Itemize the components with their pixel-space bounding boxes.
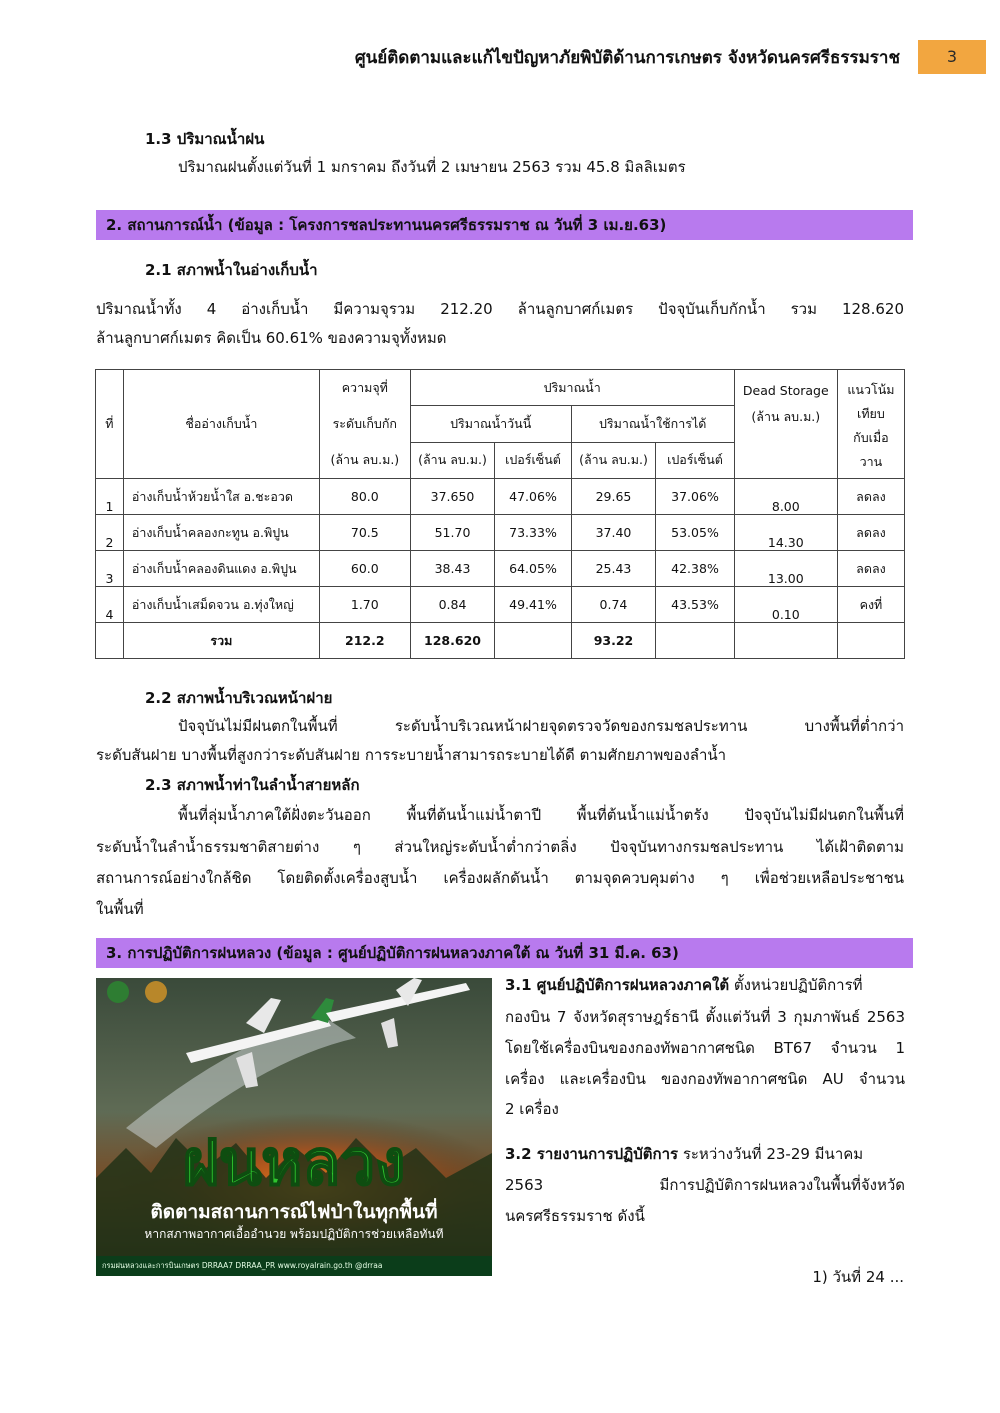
th-trend: แนวโน้ม เทียบ กับเมื่อ วาน: [837, 370, 904, 479]
continued-marker: 1) วันที่ 24 ...: [812, 1268, 904, 1286]
section-2-3-line3: สถานการณ์อย่างใกล้ชิด โดยติดตั้งเครื่องสูบน้ำ เครื่องผลักดันน้ำ ตามจุดควบคุมต่าง ๆ เพื่อช่วยเหลือประชาชน: [96, 869, 904, 887]
th-volume-today: ปริมาณน้ำวันนี้: [410, 406, 571, 442]
table-row: 1 อ่างเก็บน้ำห้วยน้ำใส อ.ชะอวด 80.0 37.650 47.06% 29.65 37.06% 8.00 ลดลง: [96, 479, 905, 515]
section-3-2-line2: 2563 มีการปฏิบัติการฝนหลวงในพื้นที่จังหวัด: [505, 1176, 905, 1194]
table-total-row: รวม 212.2 128.620 93.22: [96, 623, 905, 659]
th-usable-pct: เปอร์เซ็นต์: [656, 442, 734, 478]
th-no: ที่: [96, 370, 124, 479]
poster-footer: กรมฝนหลวงและการบินเกษตร DRRAA7 DRRAA_PR www.royalrain.go.th @drraa: [102, 1261, 383, 1270]
reservoir-table: [95, 369, 905, 659]
document-header-title: ศูนย์ติดตามและแก้ไขปัญหาภัยพิบัติด้านการเกษตร จังหวัดนครศรีธรรมราช: [354, 48, 900, 68]
section-2-1-line2: ล้านลูกบาศก์เมตร คิดเป็น 60.61% ของความจุทั้งหมด: [96, 329, 447, 347]
section-3-1-line1: 3.1 ศูนย์ปฏิบัติการฝนหลวงภาคใต้ ตั้งหน่วยปฏิบัติการที่: [505, 976, 863, 994]
section-1-3-heading: 1.3 ปริมาณน้ำฝน: [145, 130, 265, 148]
section-2-2-line2: ระดับสันฝาย บางพื้นที่สูงกว่าระดับสันฝาย การระบายน้ำสามารถระบายได้ดี ตามศักยภาพของลำน้ำ: [96, 746, 727, 764]
section-3-1-line5: 2 เครื่อง: [505, 1100, 559, 1118]
section-3-1-line4: เครื่อง และเครื่องบิน ของกองทัพอากาศชนิด AU จำนวน: [505, 1070, 905, 1088]
th-name: ชื่ออ่างเก็บน้ำ: [123, 370, 319, 479]
section-2-1-line1: ปริมาณน้ำทั้ง 4 อ่างเก็บน้ำ มีความจุรวม 212.20 ล้านลูกบาศก์เมตร ปัจจุบันเก็บกักน้ำ รวม 128.620: [96, 300, 904, 318]
poster-title: ฝนหลวง: [182, 1126, 406, 1199]
section-3-2-line1: 3.2 รายงานการปฏิบัติการ ระหว่างวันที่ 23-29 มีนาคม: [505, 1145, 864, 1163]
section-2-1-heading: 2.1 สภาพน้ำในอ่างเก็บน้ำ: [145, 261, 318, 279]
section-3-1-line3: โดยใช้เครื่องบินของกองทัพอากาศชนิด BT67 จำนวน 1: [505, 1039, 905, 1057]
section-2-2-heading: 2.2 สภาพน้ำบริเวณหน้าฝาย: [145, 689, 333, 707]
royal-rain-poster: [96, 978, 492, 1276]
section-2-band: 2. สถานการณ์น้ำ (ข้อมูล : โครงการชลประทานนครศรีธรรมราช ณ วันที่ 3 เม.ย.63): [96, 210, 913, 240]
section-2-3-line1: พื้นที่ลุ่มน้ำภาคใต้ฝั่งตะวันออก พื้นที่ต้นน้ำแม่น้ำตาปี พื้นที่ต้นน้ำแม่น้ำตรัง ปัจจุบันไม่มีฝนตกในพื้นที่: [178, 806, 904, 824]
th-water-volume: ปริมาณน้ำ: [410, 370, 734, 406]
agency-logo-icon: [107, 981, 129, 1003]
airforce-logo-icon: [145, 981, 167, 1003]
th-usable-mcm: (ล้าน ลบ.ม.): [571, 442, 656, 478]
section-2-3-line2: ระดับน้ำในลำน้ำธรรมชาติสายต่าง ๆ ส่วนใหญ่ระดับน้ำต่ำกว่าตลิ่ง ปัจจุบันทางกรมชลประทาน ได้เฝ้าติดตาม: [96, 838, 904, 856]
th-capacity: ความจุที่ ระดับเก็บกัก (ล้าน ลบ.ม.): [319, 370, 410, 479]
section-2-3-heading: 2.3 สภาพน้ำท่าในลำน้ำสายหลัก: [145, 776, 360, 794]
section-2-3-line4: ในพื้นที่: [96, 900, 144, 918]
poster-subtitle-2: หากสภาพอากาศเอื้ออำนวย พร้อมปฏิบัติการช่วยเหลือทันที: [144, 1227, 444, 1241]
section-3-1-line2: กองบิน 7 จังหวัดสุราษฎร์ธานี ตั้งแต่วันที่ 3 กุมภาพันธ์ 2563: [505, 1008, 905, 1026]
table-row: 4 อ่างเก็บน้ำเสม็ดจวน อ.ทุ่งใหญ่ 1.70 0.84 49.41% 0.74 43.53% 0.10 คงที่: [96, 587, 905, 623]
section-2-2-line1: ปัจจุบันไม่มีฝนตกในพื้นที่ ระดับน้ำบริเวณหน้าฝายจุดตรวจวัดของกรมชลประทาน บางพื้นที่ต่ำกว่า: [178, 717, 904, 735]
th-volume-usable: ปริมาณน้ำใช้การได้: [571, 406, 734, 442]
section-3-band: 3. การปฏิบัติการฝนหลวง (ข้อมูล : ศูนย์ปฏิบัติการฝนหลวงภาคใต้ ณ วันที่ 31 มี.ค. 63): [96, 938, 913, 968]
section-1-3-text: ปริมาณฝนตั้งแต่วันที่ 1 มกราคม ถึงวันที่ 2 เมษายน 2563 รวม 45.8 มิลลิเมตร: [178, 158, 686, 176]
th-today-mcm: (ล้าน ลบ.ม.): [410, 442, 495, 478]
page-number-badge: 3: [918, 40, 986, 74]
table-row: 2 อ่างเก็บน้ำคลองกะทูน อ.พิปูน 70.5 51.70 73.33% 37.40 53.05% 14.30 ลดลง: [96, 515, 905, 551]
section-3-2-line3: นครศรีธรรมราช ดังนี้: [505, 1207, 645, 1225]
poster-subtitle-1: ติดตามสถานการณ์ไฟป่าในทุกพื้นที่: [150, 1201, 438, 1223]
th-today-pct: เปอร์เซ็นต์: [495, 442, 571, 478]
th-dead-storage: Dead Storage (ล้าน ลบ.ม.): [734, 370, 837, 479]
table-row: 3 อ่างเก็บน้ำคลองดินแดง อ.พิปูน 60.0 38.43 64.05% 25.43 42.38% 13.00 ลดลง: [96, 551, 905, 587]
